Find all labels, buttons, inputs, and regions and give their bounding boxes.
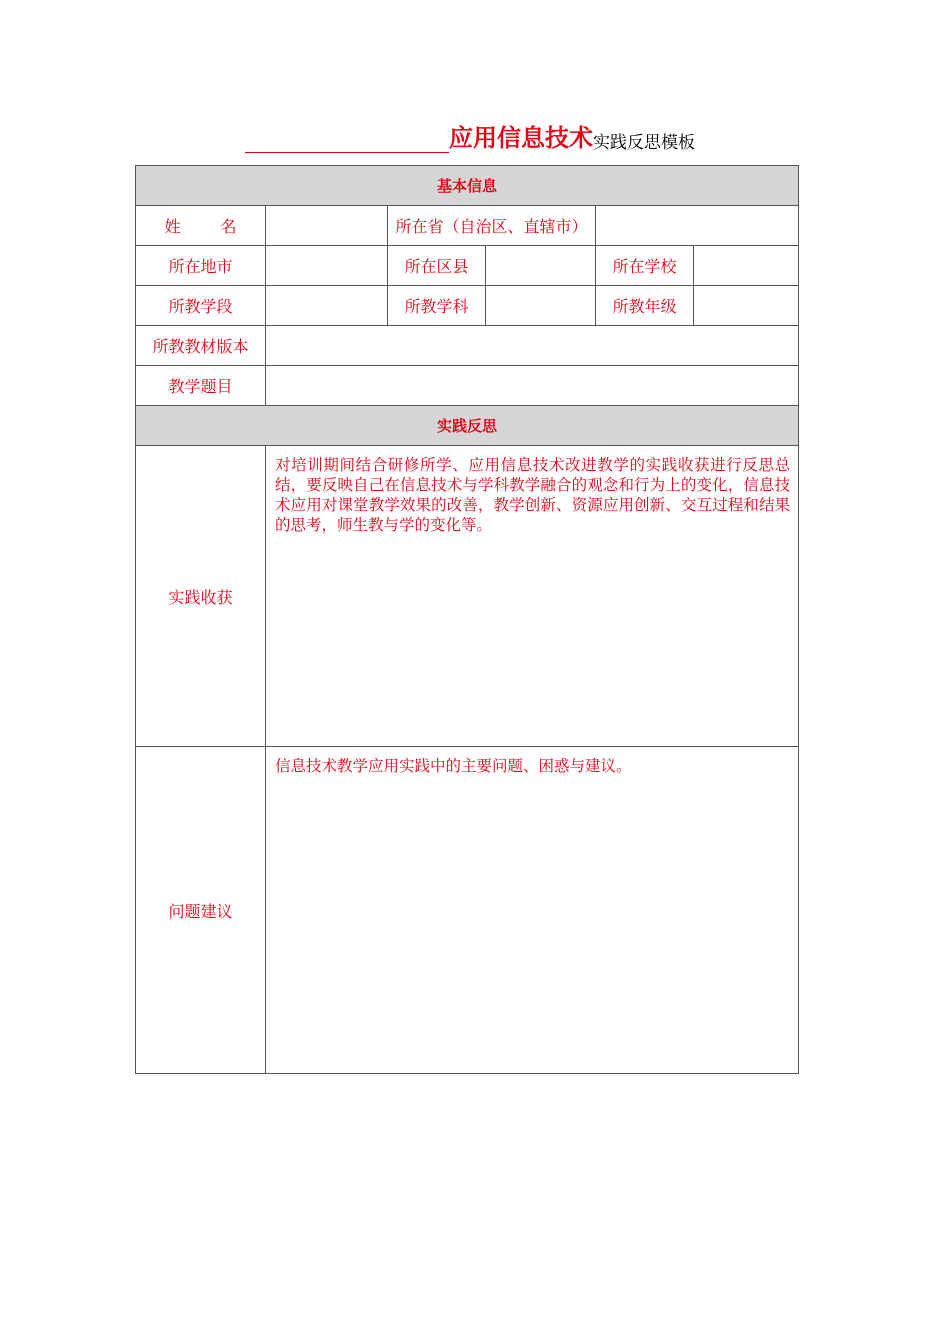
section-header-reflection: 实践反思	[136, 406, 799, 446]
topic-label: 教学题目	[136, 366, 266, 406]
province-label: 所在省（自治区、直辖市）	[388, 206, 596, 246]
name-field[interactable]	[266, 206, 388, 246]
textbook-field[interactable]	[266, 326, 799, 366]
subject-label: 所教学科	[388, 286, 486, 326]
city-field[interactable]	[266, 246, 388, 286]
template-form	[135, 165, 799, 1074]
document-title	[245, 118, 725, 152]
school-label: 所在学校	[596, 246, 694, 286]
title-highlight: 应用信息技术	[449, 124, 593, 152]
section-header-basic-info: 基本信息	[136, 166, 799, 206]
stage-field[interactable]	[266, 286, 388, 326]
grade-field[interactable]	[694, 286, 799, 326]
name-label-second: 名	[220, 217, 237, 236]
textbook-label: 所教教材版本	[136, 326, 266, 366]
county-label: 所在区县	[388, 246, 486, 286]
county-field[interactable]	[486, 246, 596, 286]
issues-field[interactable]	[266, 747, 799, 1074]
name-label-first: 姓	[164, 217, 181, 236]
gains-hint-text: 对培训期间结合研修所学、应用信息技术改进教学的实践收获进行反思总结，要反映自己在信息技术与学科教学融合的观念和行为上的变化，信息技术应用对课堂教学效果的改善，教学创新、资源应用创新、交互过程和结果的思考，师生教与学的变化等。	[275, 456, 791, 534]
school-field[interactable]	[694, 246, 799, 286]
name-label	[136, 206, 266, 246]
stage-label: 所教学段	[136, 286, 266, 326]
gains-field[interactable]	[266, 446, 799, 747]
subject-field[interactable]	[486, 286, 596, 326]
province-field[interactable]	[596, 206, 799, 246]
title-fill-blank[interactable]	[245, 126, 449, 153]
issues-label: 问题建议	[136, 747, 266, 1074]
city-label: 所在地市	[136, 246, 266, 286]
topic-field[interactable]	[266, 366, 799, 406]
gains-label: 实践收获	[136, 446, 266, 747]
grade-label: 所教年级	[596, 286, 694, 326]
title-suffix: 实践反思模板	[593, 133, 695, 153]
issues-hint-text: 信息技术教学应用实践中的主要问题、困惑与建议。	[275, 757, 632, 775]
